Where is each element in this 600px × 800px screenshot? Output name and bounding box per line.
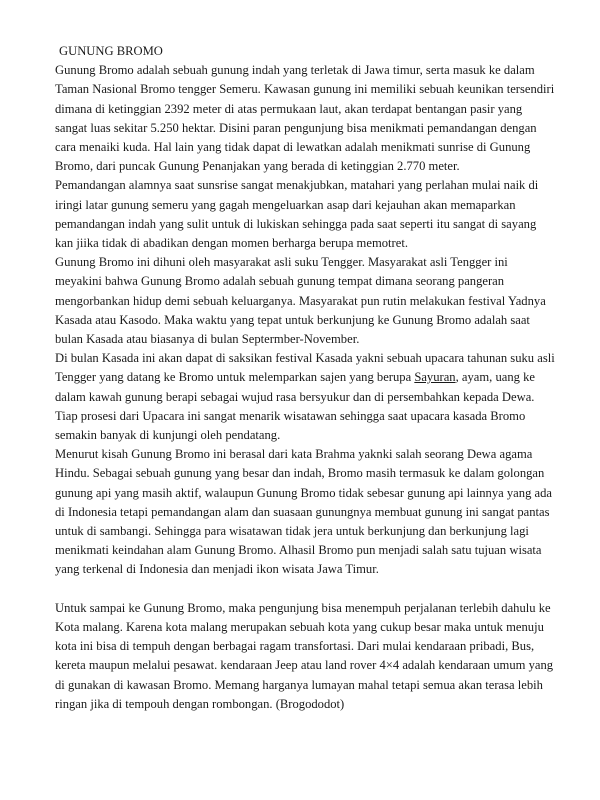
paragraph-transport: Untuk sampai ke Gunung Bromo, maka pengunjung bisa menempuh perjalanan terlebih dahulu ke Kota malang. Karena kota malang merupakan sebuah kota yang cukup besar maka untuk menuju kota ini bisa di tempuh dengan berbagai ragam transfortasi. Dari mulai kendaraan pribadi, Bus, kereta maupun melalui pesawat. kendaraan Jeep atau land rover 4×4 adalah kendaraan umum yang di gunakan di kawasan Bromo. Memang harganya lumayan mahal tetapi semua akan terasa lebih ringan jika di tempouh dengan rombongan. (Brogododot) <box>55 600 554 711</box>
paragraph-kasada <box>55 349 555 445</box>
paragraph-kasada-text-after: , ayam, uang ke dalam kawah gunung berapi sebagai wujud rasa bersyukur dan di persembahkan kepada Dewa. Tiap prosesi dari Upacara ini sangat menarik wisatawan sehingga saat upacara kasada Bromo semakin banyak di kunjungi oleh pendatang. <box>55 370 535 443</box>
document-page <box>55 42 555 714</box>
paragraph-tengger: Gunung Bromo ini dihuni oleh masyarakat asli suku Tengger. Masyarakat asli Tengger ini meyakini bahwa Gunung Bromo adalah sebuah gunung tempat dimana seorang pangeran mengorbankan hidup demi sebuah keluarganya. Masyarakat pun rutin melakukan festival Yadnya Kasada atau Kasodo. Maka waktu yang tepat untuk berkunjung ke Gunung Bromo adalah saat bulan Kasada atau biasanya di bulan Septermber-November. <box>55 255 546 347</box>
paragraph-kasada-text-before: Di bulan Kasada ini akan dapat di saksikan festival Kasada yakni sebuah upacara tahunan suku asli Tengger yang datang ke Bromo untuk melemparkan sajen yang berupa <box>55 351 555 385</box>
paragraph-sunrise: Pemandangan alamnya saat sunsrise sangat menakjubkan, matahari yang perlahan mulai naik di iringi latar gunung semeru yang gagah mengeluarkan asap dari kejauhan akan memaparkan pemandangan indah yang sulit untuk di lukiskan sehingga pada saat seperti itu sangat di sayang kan jiika tidak di abadikan dengan momen berharga berupa memotret. <box>55 178 539 251</box>
paragraph-spacer <box>55 580 555 599</box>
paragraph-intro: Gunung Bromo adalah sebuah gunung indah yang terletak di Jawa timur, serta masuk ke dalam Taman Nasional Bromo tengger Semeru. Kawasan gunung ini memiliki sebuah keunikan tersendiri dimana di ketinggian 2392 meter di atas permukaan laut, akan terdapat bentangan pasir yang sangat luas sekitar 5.250 hektar. Disini paran pengunjung bisa menikmati pemandangan dengan cara menaiki kuda. Hal lain yang tidak dapat di lewatkan adalah menikmati sunrise di Gunung Bromo, dari puncak Gunung Penanjakan yang berada di ketinggian 2.770 meter. <box>55 63 555 174</box>
paragraph-brahma: Menurut kisah Gunung Bromo ini berasal dari kata Brahma yaknki salah seorang Dewa agama Hindu. Sebagai sebuah gunung yang besar dan indah, Bromo masih termasuk ke dalam golongan gunung api yang masih aktif, walaupun Gunung Bromo tidak sebesar gunung api lainnya yang ada di Indonesia tetapi pemandangan alam dan suasaan gunungnya membuat gunung ini sangat pantas untuk di sambangi. Sehingga para wisatawan tidak jera untuk berkunjung dan berkunjung lagi menikmati keindahan alam Gunung Bromo. Alhasil Bromo pun menjadi salah satu tujuan wisata yang terkenal di Indonesia dan menjadi ikon wisata Jawa Timur. <box>55 447 552 577</box>
document-title: GUNUNG BROMO <box>59 44 163 58</box>
sayuran-link[interactable]: Sayuran <box>414 370 456 385</box>
